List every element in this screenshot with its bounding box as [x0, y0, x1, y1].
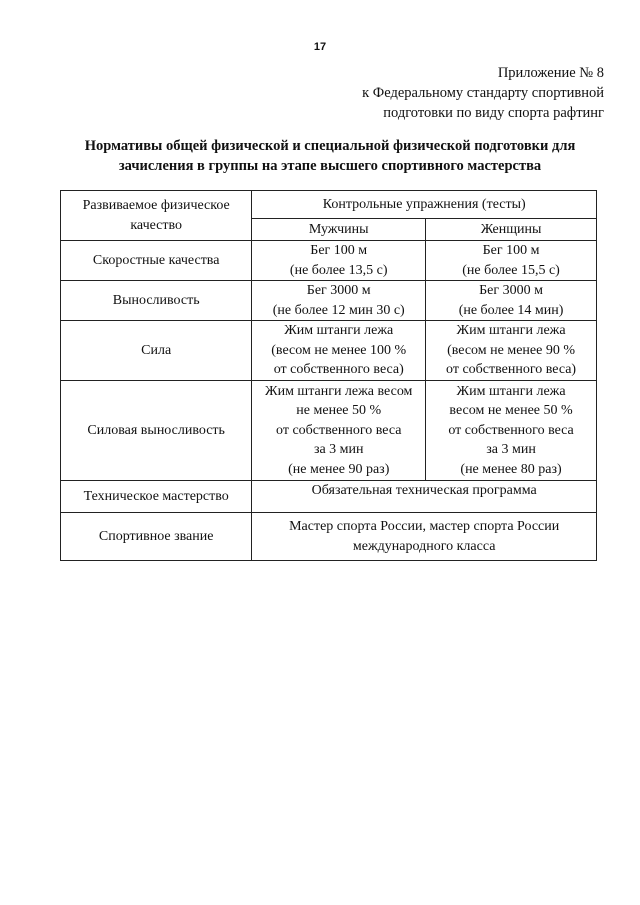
- cell-line: от собственного веса: [276, 422, 402, 438]
- cell-line: (весом не менее 100 %: [271, 342, 407, 358]
- header-quality-line-1: Развиваемое физическое: [82, 198, 230, 213]
- header-men: Мужчины: [252, 219, 426, 241]
- row-men: [252, 281, 426, 321]
- cell-line: (весом не менее 90 %: [447, 342, 576, 358]
- document-title: [60, 136, 600, 176]
- cell-line: не менее 50 %: [296, 403, 382, 419]
- row-men: [252, 321, 426, 381]
- row-men: [252, 381, 426, 481]
- row-quality: Техническое мастерство: [61, 481, 252, 513]
- cell-line: за 3 мин: [486, 442, 536, 458]
- row-women: [426, 281, 597, 321]
- cell-line: (не более 12 мин 30 с): [272, 302, 405, 318]
- cell-line: Бег 3000 м: [306, 283, 371, 298]
- header-quality: [61, 191, 252, 241]
- cell-line: (не более 15,5 с): [462, 262, 560, 278]
- title-line-2: зачисления в группы на этапе высшего спортивного мастерства: [118, 158, 542, 174]
- cell-line: Жим штанги лежа: [284, 323, 394, 339]
- row-quality: Сила: [61, 321, 252, 381]
- appendix-line-1: Приложение № 8: [497, 65, 604, 81]
- page-number: 17: [313, 41, 327, 53]
- table-row: [61, 381, 597, 481]
- cell-line: (не более 14 мин): [458, 302, 564, 318]
- row-rank-value: [252, 513, 597, 561]
- row-quality: Выносливость: [61, 281, 252, 321]
- table-row: [61, 513, 597, 561]
- cell-line: Бег 3000 м: [479, 283, 543, 298]
- table-row: [61, 321, 597, 381]
- appendix-reference: [362, 63, 604, 123]
- header-quality-line-2: качество: [130, 217, 183, 233]
- cell-line: от собственного веса): [446, 362, 577, 378]
- cell-line: (не менее 90 раз): [288, 461, 390, 477]
- header-tests: Контрольные упражнения (тесты): [252, 191, 597, 219]
- cell-line: (не более 13,5 с): [289, 262, 388, 278]
- row-quality: Спортивное звание: [61, 513, 252, 561]
- appendix-line-2: к Федеральному стандарту спортивной: [362, 85, 604, 101]
- cell-line: от собственного веса: [448, 422, 574, 438]
- cell-line: за 3 мин: [313, 442, 364, 458]
- cell-line: Мастер спорта России, мастер спорта России: [289, 519, 560, 534]
- row-technical-value: Обязательная техническая программа: [252, 481, 597, 513]
- cell-line: весом не менее 50 %: [449, 403, 573, 419]
- appendix-line-3: подготовки по виду спорта рафтинг: [383, 105, 604, 121]
- table-row: [61, 241, 597, 281]
- table-row: [61, 481, 597, 513]
- cell-line: Бег 100 м: [310, 243, 368, 258]
- row-men: [252, 241, 426, 281]
- cell-line: международного класса: [352, 538, 496, 554]
- norms-table: [60, 190, 597, 561]
- cell-line: Жим штанги лежа: [456, 383, 566, 399]
- row-quality: Скоростные качества: [61, 241, 252, 281]
- row-women: [426, 241, 597, 281]
- header-women: Женщины: [426, 219, 597, 241]
- cell-line: Бег 100 м: [482, 243, 540, 258]
- cell-line: от собственного веса): [273, 362, 404, 378]
- cell-line: Жим штанги лежа: [456, 323, 566, 339]
- row-women: [426, 321, 597, 381]
- table-row: [61, 281, 597, 321]
- row-women: [426, 381, 597, 481]
- cell-line: Жим штанги лежа весом: [265, 383, 413, 399]
- title-line-1: Нормативы общей физической и специальной физической подготовки для: [84, 138, 576, 154]
- cell-line: (не менее 80 раз): [460, 461, 562, 477]
- row-quality: Силовая выносливость: [61, 381, 252, 481]
